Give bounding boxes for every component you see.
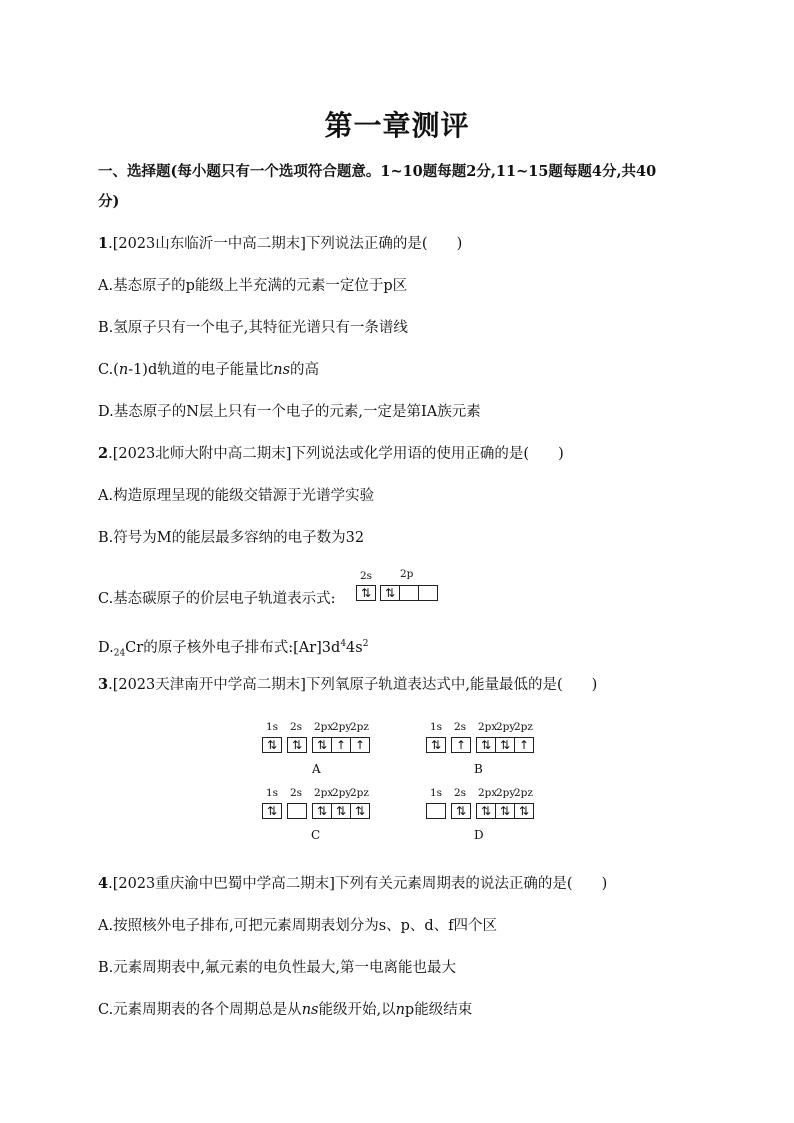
label-2pz: 2pz bbox=[514, 787, 533, 799]
box-2py: ⇅ bbox=[495, 737, 515, 753]
caption-d: D bbox=[474, 828, 484, 842]
q2-option-a: A.构造原理呈现的能级交错源于光谱学实验 bbox=[98, 488, 375, 504]
text-part: C.( bbox=[98, 362, 119, 378]
box-2pz: ↑ bbox=[514, 737, 534, 753]
label-2s: 2s bbox=[290, 721, 303, 733]
label-2pz: 2pz bbox=[350, 721, 369, 733]
label-2px: 2px bbox=[314, 721, 334, 733]
superscript: 2 bbox=[362, 639, 369, 649]
question-source: .[2023北师大附中高二期末] bbox=[108, 446, 292, 462]
q1-option-c bbox=[98, 360, 319, 380]
label-2px: 2px bbox=[478, 787, 498, 799]
label-2s: 2s bbox=[360, 570, 373, 582]
box-2s bbox=[287, 803, 307, 819]
q4-option-a: A.按照核外电子排布,可把元素周期表划分为s、p、d、f四个区 bbox=[98, 918, 498, 934]
q2-option-b: B.符号为M的能层最多容纳的电子数为32 bbox=[98, 530, 365, 546]
label-2py: 2py bbox=[496, 787, 516, 799]
italic-ns: ns bbox=[301, 1002, 319, 1018]
superscript: 4 bbox=[340, 639, 347, 649]
section-heading-line2: 分) bbox=[98, 193, 120, 210]
text-part: -1)d轨道的电子能量比 bbox=[128, 362, 274, 378]
q2-option-d bbox=[98, 634, 368, 664]
question-source: .[2023山东临沂一中高二期末] bbox=[108, 236, 306, 252]
label-2s: 2s bbox=[454, 787, 467, 799]
label-2pz: 2pz bbox=[514, 721, 533, 733]
text-part: C.元素周期表的各个周期总是从 bbox=[98, 1002, 302, 1018]
q4-option-c bbox=[98, 1000, 472, 1020]
orbital-box-2p-2 bbox=[399, 585, 419, 601]
label-1s: 1s bbox=[430, 721, 443, 733]
q1-option-b: B.氢原子只有一个电子,其特征光谱只有一条谱线 bbox=[98, 320, 408, 336]
question-number: 1 bbox=[98, 235, 109, 252]
box-2px: ⇅ bbox=[312, 737, 332, 753]
label-2py: 2py bbox=[332, 787, 352, 799]
q2-option-c: C.基态碳原子的价层电子轨道表示式: bbox=[98, 591, 336, 607]
box-2pz: ↑ bbox=[350, 737, 370, 753]
label-1s: 1s bbox=[430, 787, 443, 799]
label-2py: 2py bbox=[332, 721, 352, 733]
italic-n: n bbox=[395, 1002, 405, 1018]
section-heading-line1: 一、选择题(每小题只有一个选项符合题意。1~10题每题2分,11~15题每题4分,共40 bbox=[98, 163, 657, 180]
italic-n: n bbox=[118, 362, 129, 378]
text-part: p能级结束 bbox=[404, 1002, 473, 1018]
box-2s: ↑ bbox=[451, 737, 471, 753]
question-text: 下列氧原子轨道表达式中,能量最低的是( ) bbox=[305, 677, 598, 693]
box-2s: ⇅ bbox=[287, 737, 307, 753]
question-text: 下列说法正确的是( ) bbox=[305, 236, 463, 252]
question-source: .[2023重庆渝中巴蜀中学高二期末] bbox=[108, 876, 335, 892]
page-title: 第一章测评 bbox=[324, 109, 470, 142]
question-text: 下列说法或化学用语的使用正确的是( ) bbox=[291, 446, 564, 462]
text-part: Cr的原子核外电子排布式:[Ar]3d bbox=[125, 639, 341, 656]
box-1s: ⇅ bbox=[262, 803, 282, 819]
text-part: 能级开始,以 bbox=[318, 1002, 396, 1018]
box-2py: ⇅ bbox=[495, 803, 515, 819]
label-2p: 2p bbox=[400, 568, 414, 580]
q1-option-a: A.基态原子的p能级上半充满的元素一定位于p区 bbox=[98, 278, 408, 294]
caption-b: B bbox=[474, 762, 483, 776]
question-3-stem bbox=[98, 675, 597, 695]
box-2s: ⇅ bbox=[451, 803, 471, 819]
italic-ns: ns bbox=[273, 362, 291, 378]
caption-a: A bbox=[312, 762, 321, 776]
box-1s bbox=[426, 803, 446, 819]
label-2s: 2s bbox=[290, 787, 303, 799]
subscript: 24 bbox=[113, 648, 126, 659]
label-2px: 2px bbox=[478, 721, 498, 733]
box-2px: ⇅ bbox=[312, 803, 332, 819]
label-1s: 1s bbox=[266, 721, 279, 733]
label-2s: 2s bbox=[454, 721, 467, 733]
box-2py: ↑ bbox=[331, 737, 351, 753]
label-2pz: 2pz bbox=[350, 787, 369, 799]
label-1s: 1s bbox=[266, 787, 279, 799]
text-part: D. bbox=[98, 639, 114, 656]
orbital-box-2s: ⇅ bbox=[356, 585, 376, 601]
question-source: .[2023天津南开中学高二期末] bbox=[108, 677, 306, 693]
question-1-stem bbox=[98, 234, 462, 254]
box-2py: ⇅ bbox=[331, 803, 351, 819]
question-4-stem bbox=[98, 874, 607, 894]
q1-option-d: D.基态原子的N层上只有一个电子的元素,一定是第ⅠA族元素 bbox=[98, 404, 481, 420]
box-1s: ⇅ bbox=[262, 737, 282, 753]
question-number: 4 bbox=[98, 875, 109, 892]
box-2px: ⇅ bbox=[476, 737, 496, 753]
label-2px: 2px bbox=[314, 787, 334, 799]
question-text: 下列有关元素周期表的说法正确的是( ) bbox=[334, 876, 608, 892]
caption-c: C bbox=[311, 828, 321, 842]
box-2pz: ⇅ bbox=[514, 803, 534, 819]
box-2px: ⇅ bbox=[476, 803, 496, 819]
question-number: 2 bbox=[98, 445, 109, 462]
question-number: 3 bbox=[98, 676, 109, 693]
label-2py: 2py bbox=[496, 721, 516, 733]
box-1s: ⇅ bbox=[426, 737, 446, 753]
text-part: 的高 bbox=[290, 362, 320, 378]
box-2pz: ⇅ bbox=[350, 803, 370, 819]
orbital-box-2p-3 bbox=[418, 585, 438, 601]
q4-option-b: B.元素周期表中,氟元素的电负性最大,第一电离能也最大 bbox=[98, 960, 456, 976]
question-2-stem bbox=[98, 444, 564, 464]
orbital-box-2p-1: ⇅ bbox=[380, 585, 400, 601]
text-part: 4s bbox=[346, 639, 363, 656]
